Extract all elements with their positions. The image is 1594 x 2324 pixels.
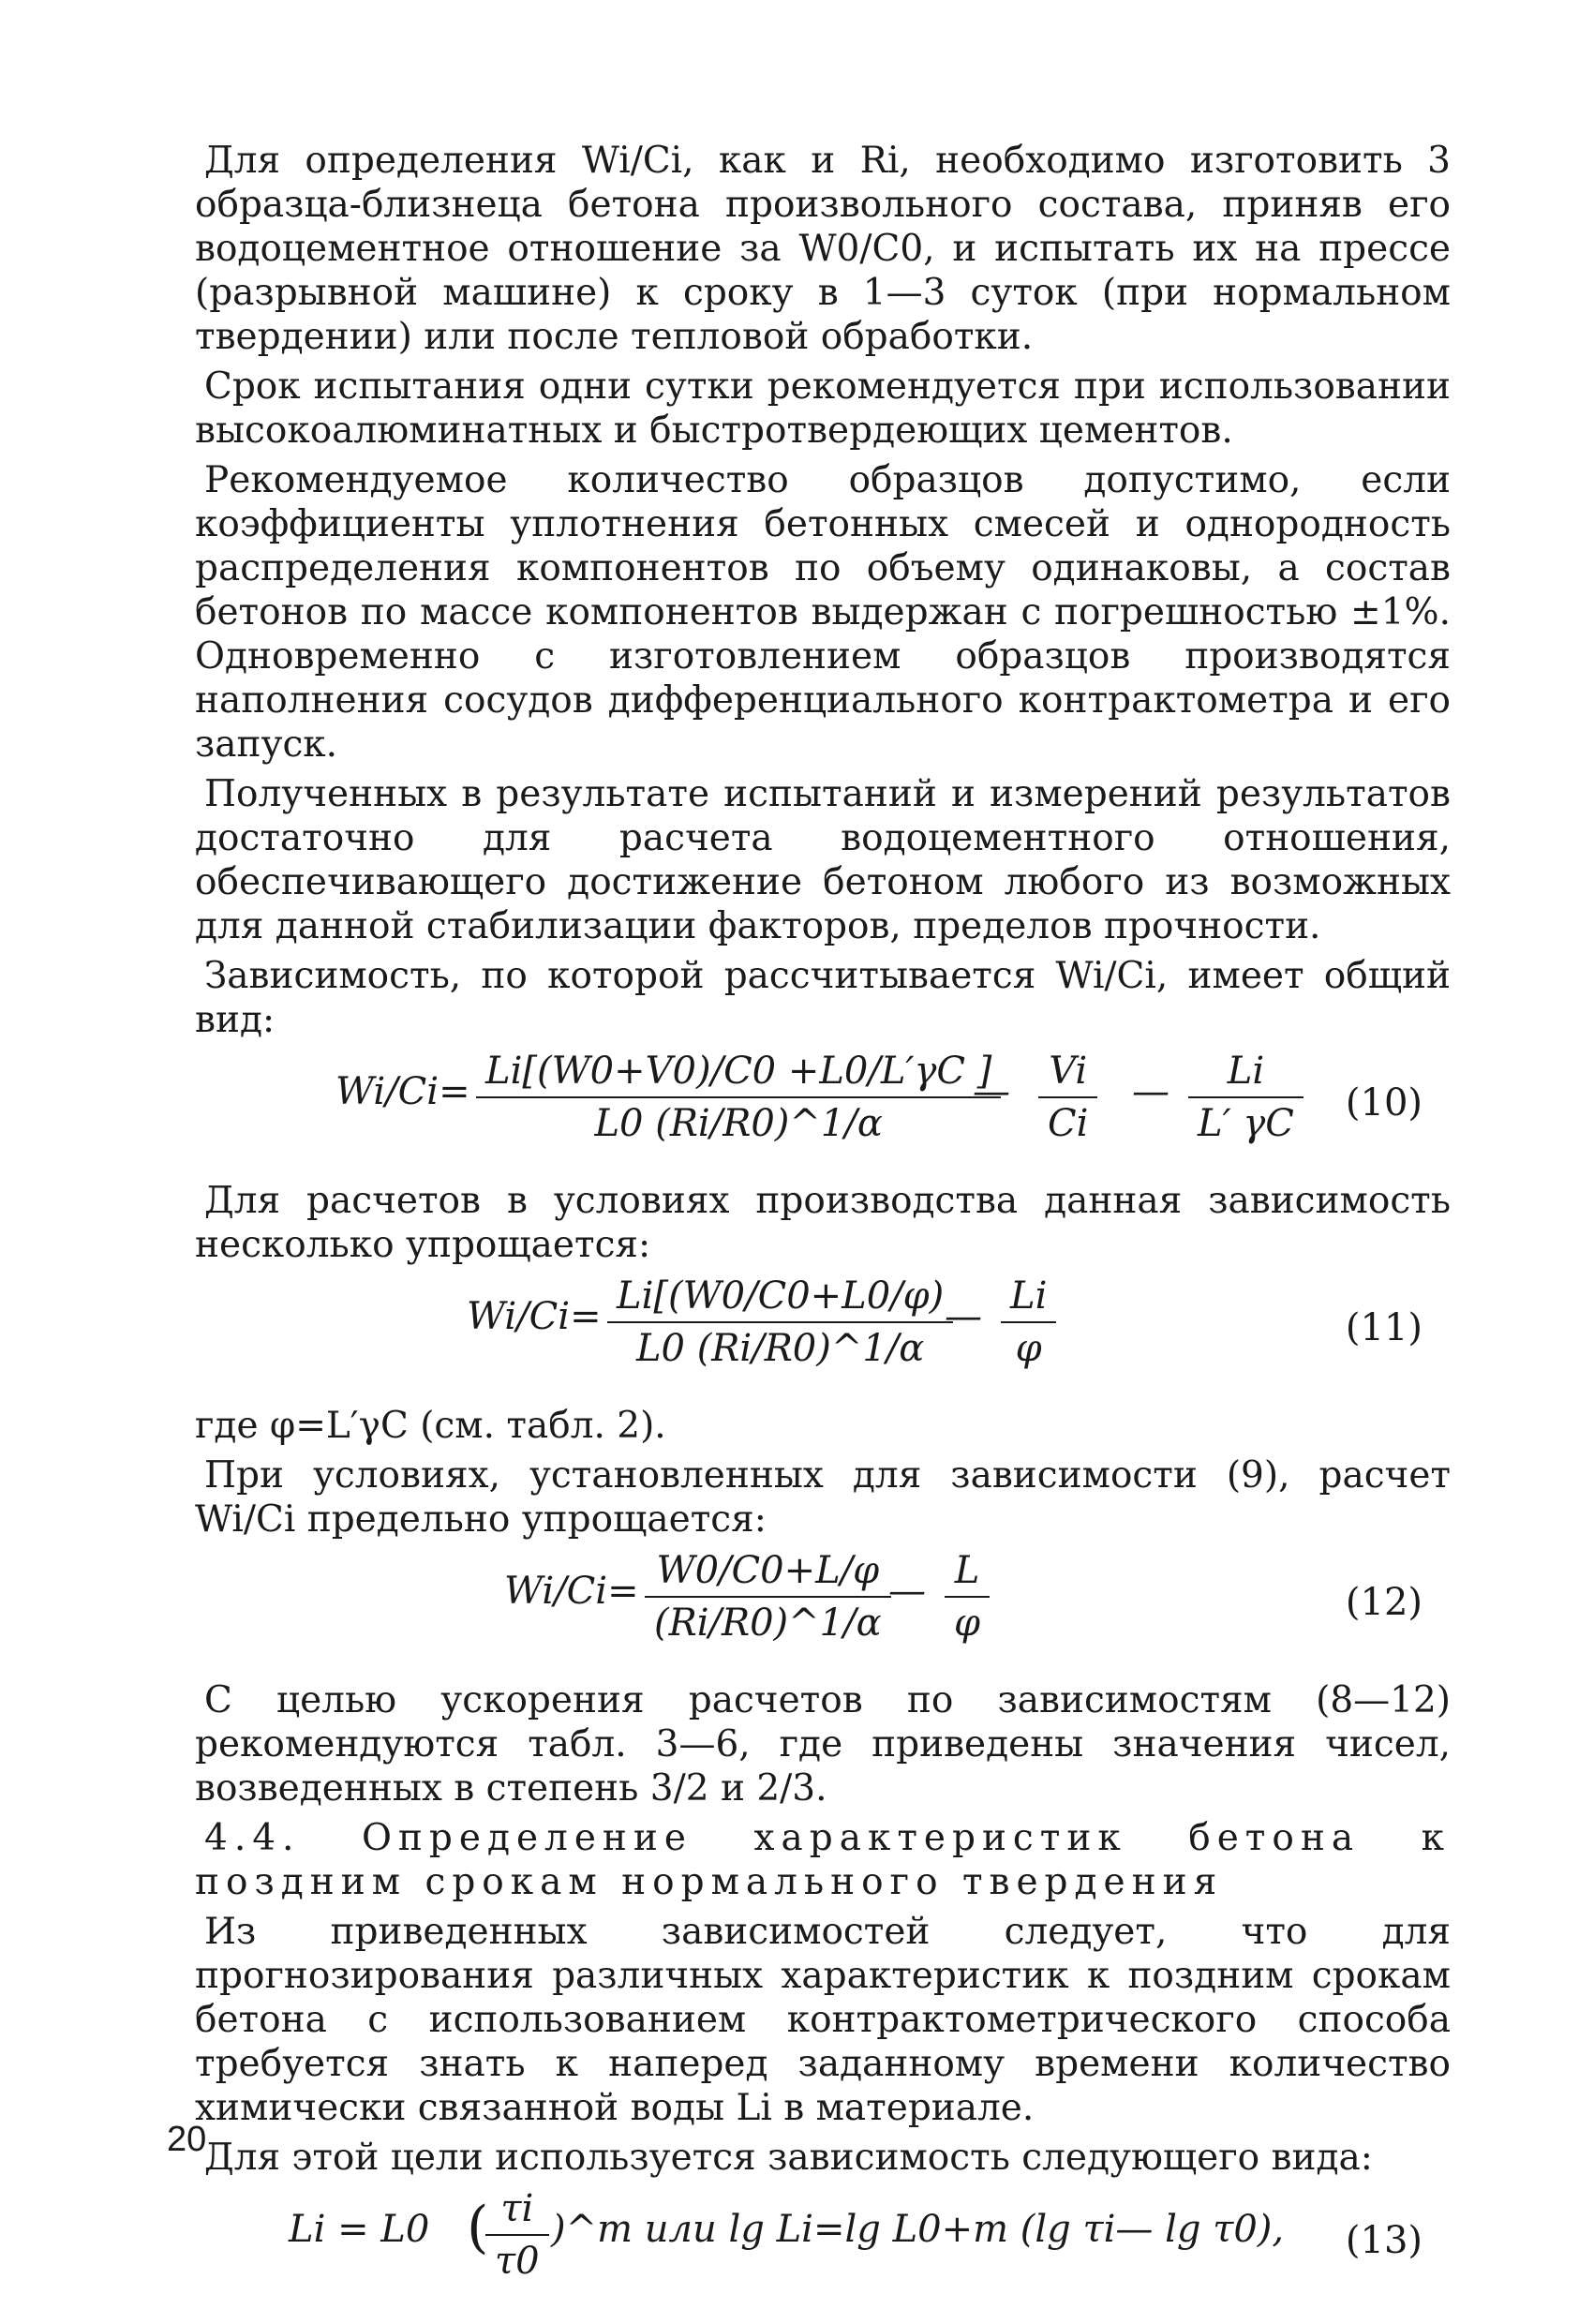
formula-12-lhs: Wi/Ci= [504,1570,639,1613]
formula-11-lhs: Wi/Ci= [467,1295,602,1338]
paragraph-7: где φ=L′γC (см. табл. 2). [195,1405,666,1447]
formula-10-number: (10) [1345,1081,1423,1125]
paragraph-10: Из приведенных зависимостей следует, что для прогнозирования различных характеристик к поздним срокам бетона с использованием контрактометрического способа требуется знать к наперед заданному времени количество химически связанной воды Li в материале. [195,1911,1451,2129]
formula-10-fraction-3: $\frac{Li}{L' \gamma C}$ [1188,1050,1304,1145]
formula-12: Wi/Ci= $\frac{W0/C0+L/\varphi}{(Ri/R0)\^{}1/\alpha}$ — $\frac{L}{\varphi}$ (12) [504,1549,1423,1645]
formula-11-number: (11) [1345,1306,1423,1349]
formula-13-lhs: Li = L0 [289,2208,430,2251]
formula-10-lhs: Wi/Ci= [335,1070,470,1113]
page-number: 20 [167,2120,207,2159]
paragraph-2: Срок испытания одни сутки рекомендуется при использовании высокоалюминатных и быстротвердеющих цементов. [195,365,1451,452]
formula-13-number: (13) [1345,2219,1423,2262]
formula-13-rest: )^m или lg Li=lg L0+m (lg τi— lg τ0), [551,2208,1285,2251]
formula-11-fraction-2: $\frac{Li}{\varphi}$ [1001,1274,1056,1370]
formula-11: Wi/Ci= $\frac{Li[(W0/C0+L0/\varphi)}{L0 (Ri/R0)\^{}1/\alpha}$ — $\frac{Li}{\varphi}$ (11) [467,1274,1423,1370]
formula-12-fraction-2: $\frac{L}{\varphi}$ [945,1549,990,1645]
section-heading: 4.4. Определение характеристик бетона к поздним срокам нормального твердения [195,1817,1451,1903]
paragraph-6: Для расчетов в условиях производства данная зависимость несколько упрощается: [195,1180,1451,1266]
paragraph-8: При условиях, установленных для зависимости (9), расчет Wi/Ci предельно упрощается: [195,1454,1451,1541]
formula-13: Li = L0 ( $\frac{\tau i}{\tau 0}$ )^m или lg Li=lg L0+m (lg τi— lg τ0), (13) [289,2187,1423,2283]
formula-10-fraction-1: $\frac{Li[(W0+V0)/C0 +L0/L'\gamma C ]}{L0 (Ri/R0)\^{}1/\alpha}$ [476,1050,1001,1145]
paragraph-11: Для этой цели используется зависимость следующего вида: [204,2137,1373,2179]
paragraph-3: Рекомендуемое количество образцов допустимо, если коэффициенты уплотнения бетонных смесей и однородность распределения компонентов по объему одинаковы, а состав бетонов по массе компонентов выдержан с погрешностью ±1%. Одновременно с изготовлением образцов производятся наполнения сосудов дифференциального контрактометра и его запуск. [195,459,1451,766]
document-page [195,139,1451,2317]
formula-13-fraction: $\frac{\tau i}{\tau 0}$ [485,2187,549,2283]
formula-12-fraction-1: $\frac{W0/C0+L/\varphi}{(Ri/R0)\^{}1/\alpha}$ [645,1549,891,1645]
formula-10: Wi/Ci= $\frac{Li[(W0+V0)/C0 +L0/L'\gamma C ]}{L0 (Ri/R0)\^{}1/\alpha}$ — $\frac{Vi}{Ci}$ — $\frac{Li}{L' \gamma C}$ (10) [335,1050,1423,1145]
formula-10-fraction-2: $\frac{Vi}{Ci}$ [1038,1050,1097,1145]
paragraph-5: Зависимость, по которой рассчитывается Wi/Ci, имеет общий вид: [195,955,1451,1041]
formula-11-fraction-1: $\frac{Li[(W0/C0+L0/\varphi)}{L0 (Ri/R0)\^{}1/\alpha}$ [607,1274,953,1370]
paragraph-1: Для определения Wi/Ci, как и Ri, необходимо изготовить 3 образца-близнеца бетона произвольного состава, приняв его водоцементное отношение за W0/C0, и испытать их на прессе (разрывной машине) к сроку в 1—3 суток (при нормальном твердении) или после тепловой обработки. [195,140,1451,358]
paragraph-4: Полученных в результате испытаний и измерений результатов достаточно для расчета водоцементного отношения, обеспечивающего достижение бетоном любого из возможных для данной стабилизации факторов, пределов прочности. [195,773,1451,947]
paragraph-9: С целью ускорения расчетов по зависимостям (8—12) рекомендуются табл. 3—6, где приведены значения чисел, возведенных в степень 3/2 и 2/3. [195,1679,1451,1810]
formula-12-number: (12) [1345,1581,1423,1624]
